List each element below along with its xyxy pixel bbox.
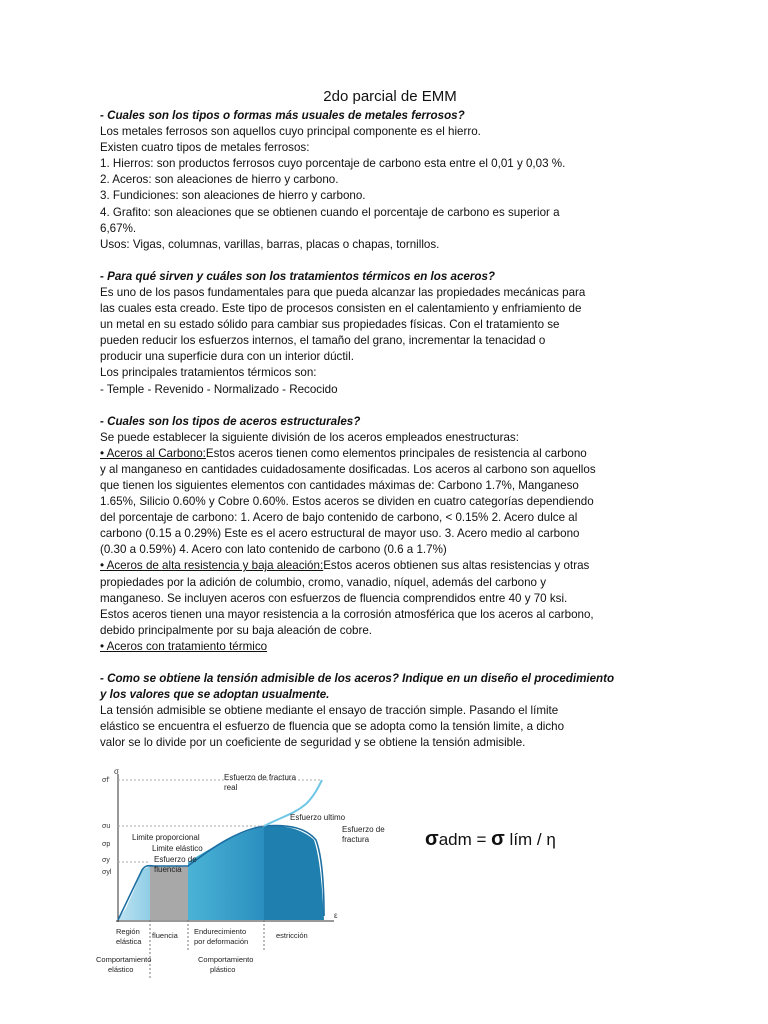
- region-hardening-label-1: Endurecimiento: [194, 927, 247, 936]
- axis-sigma-label: σ: [114, 767, 119, 776]
- behavior-elastic-label-2: elástico: [108, 965, 134, 974]
- sigma-symbol: σ: [491, 828, 505, 850]
- label-true-fracture-1: Esfuerzo de fractura: [224, 773, 297, 782]
- label-fracture-2: fractura: [342, 835, 370, 844]
- paragraph-line: (0.30 a 0.59%) 4. Acero con lato contenido de carbono (0.6 a 1.7%): [100, 543, 447, 557]
- paragraph-line: Estos aceros tienen una mayor resistencia a la corrosión atmosférica que los aceros al carbono,: [100, 607, 594, 621]
- allowable-stress-formula: [425, 828, 556, 851]
- paragraph-line: del porcentaje de carbono: 1. Acero de bajo contenido de carbono, < 0.15% 2. Acero dulce al: [100, 511, 578, 525]
- label-fracture-1: Esfuerzo de: [342, 825, 385, 834]
- label-yield-1: Esfuerzo de: [154, 855, 197, 864]
- sigma-symbol: σ: [425, 828, 439, 850]
- paragraph-line: 3. Fundiciones: son aleaciones de hierro y carbono.: [100, 189, 366, 203]
- bullet-hsla-steel: [100, 558, 680, 574]
- paragraph-line: Los metales ferrosos son aquellos cuyo principal componente es el hierro.: [100, 125, 481, 139]
- paragraph-line: pueden reducir los esfuerzos internos, el tamaño del grano, incrementar la tenacidad o: [100, 334, 546, 348]
- paragraph-line: - Temple - Revenido - Normalizado - Recocido: [100, 382, 338, 396]
- paragraph-line: un metal en su estado sólido para cambiar sus propiedades físicas. Con el tratamiento se: [100, 318, 560, 332]
- paragraph-line: 4. Grafito: son aleaciones que se obtienen cuando el porcentaje de carbono es superior a: [100, 205, 560, 219]
- paragraph-line: carbono (0.15 a 0.29%) Este es el acero estructural de mayor uso. 3. Acero medio al carbono: [100, 527, 580, 541]
- bullet-carbon-steel: [100, 446, 680, 462]
- formula-adm: adm =: [438, 830, 492, 849]
- question-structural-steels: - Cuales son los tipos de aceros estructurales?: [100, 414, 361, 428]
- bullet-label: • Aceros al Carbono:: [100, 446, 206, 460]
- behavior-elastic-label-1: Comportamiento: [96, 955, 152, 964]
- stress-strain-diagram: [94, 766, 394, 982]
- paragraph-line: elástico se encuentra el esfuerzo de fluencia que se adopta como la tensión limite, a dicho: [100, 720, 565, 734]
- paragraph-line: manganeso. Se incluyen aceros con esfuerzos de fluencia comprendidos entre 40 y 70 ksi.: [100, 591, 568, 605]
- question-allowable-stress: - Como se obtiene la tensión admisible de los aceros? Indique en un diseño el procedimiento: [100, 672, 615, 685]
- region-yield-label: fluencia: [152, 931, 178, 940]
- label-ultimate: Esfuerzo ultimo: [290, 813, 346, 822]
- bullet-label: • Aceros con tratamiento térmico: [100, 639, 268, 653]
- question-allowable-stress-cont: y los valores que se adoptan usualmente.: [100, 688, 330, 702]
- region-elastic-label-2: elástica: [116, 937, 142, 946]
- question-ferrous-types: - Cuales son los tipos o formas más usuales de metales ferrosos?: [100, 109, 465, 122]
- label-true-fracture-2: real: [224, 783, 238, 792]
- bullet-text: Estos aceros tienen como elementos principales de resistencia al carbono: [205, 446, 587, 460]
- tick-sp: σp: [102, 841, 111, 848]
- paragraph-line: Es uno de los pasos fundamentales para que pueda alcanzar las propiedades mecánicas para: [100, 285, 586, 299]
- label-proportional-limit: Limite proporcional: [132, 833, 200, 842]
- paragraph-line: valor se lo divide por un coeficiente de seguridad y se obtiene la tensión admisible.: [100, 736, 526, 750]
- tick-syl: σyl: [102, 869, 112, 876]
- axis-eps-label: ε: [334, 911, 338, 920]
- paragraph-line: 6,67%.: [100, 221, 137, 235]
- behavior-plastic-label-2: plástico: [210, 965, 236, 974]
- paragraph-line: y al manganeso en cantidades cuidadosamente dosificadas. Los aceros al carbono son aquellos: [100, 462, 596, 476]
- paragraph-line: propiedades por la adición de columbio, cromo, vanadio, níquel, además del carbono y: [100, 575, 546, 589]
- region-yield-fill: [150, 866, 188, 920]
- region-elastic-label-1: Región: [116, 927, 140, 936]
- paragraph-line: que tienen los siguientes elementos con cantidades máximas de: Carbono 1.7%, Manganeso: [100, 478, 579, 492]
- paragraph-line: Los principales tratamientos térmicos son:: [100, 366, 317, 380]
- bullet-text: Estos aceros obtienen sus altas resistencias y otras: [323, 559, 590, 573]
- behavior-plastic-label-1: Comportamiento: [198, 955, 254, 964]
- paragraph-line: las cuales esta creado. Este tipo de procesos consisten en el calentamiento y enfriamiento de: [100, 302, 582, 316]
- label-yield-2: fluencia: [154, 865, 182, 874]
- paragraph-line: producir una superficie dura con un interior dúctil.: [100, 350, 354, 364]
- paragraph-line: 1.65%, Silicio 0.60% y Cobre 0.60%. Estos aceros se dividen en cuatro categorías dependiendo: [100, 495, 594, 509]
- document-page: [100, 86, 680, 751]
- tick-su: σu: [102, 823, 111, 830]
- paragraph-line: Existen cuatro tipos de metales ferrosos:: [100, 141, 310, 155]
- tick-sy: σy: [102, 857, 110, 864]
- bullet-label: • Aceros de alta resistencia y baja aleación:: [100, 559, 324, 573]
- label-elastic-limit: Limite elástico: [152, 844, 203, 853]
- formula-end: lím / η: [504, 830, 556, 849]
- question-heat-treatment: - Para qué sirven y cuáles son los tratamientos térmicos en los aceros?: [100, 269, 495, 283]
- page-title: 2do parcial de EMM: [323, 88, 457, 105]
- paragraph-line: 2. Aceros: son aleaciones de hierro y carbono.: [100, 173, 339, 187]
- stress-strain-svg: [94, 766, 394, 982]
- paragraph-line: debido principalmente por su baja aleación de cobre.: [100, 623, 372, 637]
- region-hardening-label-2: por deformación: [194, 937, 249, 946]
- paragraph-line: La tensión admisible se obtiene mediante el ensayo de tracción simple. Pasando el límite: [100, 704, 559, 718]
- paragraph-line: 1. Hierros: son productos ferrosos cuyo porcentaje de carbono esta entre el 0,01 y 0,03 %.: [100, 157, 566, 171]
- region-necking-label: estricción: [276, 931, 308, 940]
- paragraph-line: Se puede establecer la siguiente división de los aceros empleados enestructuras:: [100, 430, 519, 444]
- paragraph-line: Usos: Vigas, columnas, varillas, barras, placas o chapas, tornillos.: [100, 237, 440, 251]
- bullet-heat-treated-steel: [100, 639, 680, 655]
- tick-sf: σf': [102, 777, 110, 784]
